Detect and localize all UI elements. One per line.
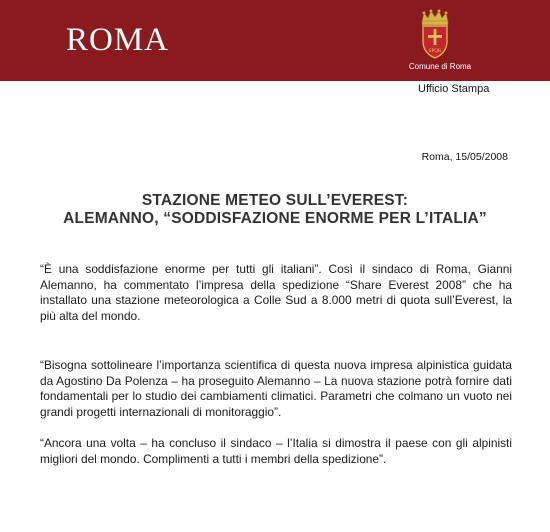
body-paragraph-2: “Bisogna sottolineare l’importanza scientifica di questa nuova impresa alpinistica guidata da Agostino Da Polenza – ha proseguito Alemanno – La nuova stazione potrà fornire dati fondamentali per lo studio dei cambiamenti climatici. Parametri che colmano un vuoto nei grandi progetti internazionali di monitoraggio”.: [40, 358, 512, 419]
headline-line-1: STAZIONE METEO SULL’EVEREST:: [141, 192, 409, 209]
rome-crest-icon: [415, 8, 455, 60]
svg-text:SPQR: SPQR: [428, 49, 442, 54]
dateline: Roma, 15/05/2008: [421, 151, 508, 163]
brand-logo-text: ROMA: [66, 22, 170, 58]
headline-line-2: ALEMANNO, “SODDISFAZIONE ENORME PER L’ITALIA”: [63, 210, 487, 227]
header-banner: [0, 0, 550, 81]
office-label: Ufficio Stampa: [418, 83, 490, 95]
body-paragraph-3: “Ancora una volta – ha concluso il sindaco – l’Italia si dimostra il paese con gli alpinisti migliori del mondo. Complimenti a tutti i membri della spedizione”.: [40, 436, 512, 466]
comune-label: Comune di Roma: [408, 62, 472, 71]
body-paragraph-1: “È una soddisfazione enorme per tutti gli italiani”. Così il sindaco di Roma, Gianni Alemanno, ha commentato l’impresa della spedizione “Share Everest 2008” che ha installato una stazione meteorologica a Colle Sud a 8.000 metri di quota sull’Everest, la più alta del mondo.: [40, 262, 512, 323]
